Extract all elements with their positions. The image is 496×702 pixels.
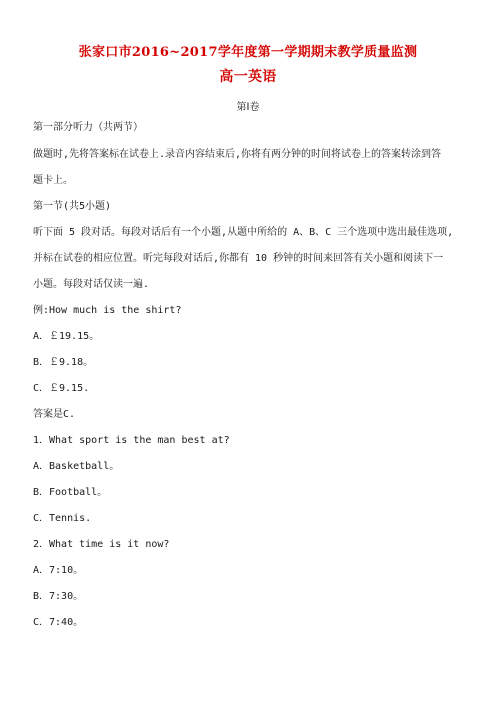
option-line: B．￡9.18。 — [33, 357, 94, 368]
option-line: A．7:10。 — [33, 565, 84, 576]
exam-title: 张家口市2016~2017学年度第一学期期末教学质量监测 — [78, 45, 418, 60]
option-line: A．Basketball。 — [33, 461, 120, 472]
instruction-line: 小题。每段对话仅读一遍. — [33, 279, 150, 290]
option-line: C．7:40。 — [33, 617, 84, 628]
option-line: B．Football。 — [33, 487, 108, 498]
option-line: A．￡19.15。 — [33, 331, 100, 342]
option-line: B．7:30。 — [33, 591, 84, 602]
example-question: 例:How much is the shirt? — [33, 305, 182, 316]
instruction-line: 题卡上。 — [33, 175, 73, 186]
option-line: C．Tennis. — [33, 513, 92, 524]
instruction-line: 听下面 5 段对话。每段对话后有一个小题,从题中所给的 A、B、C 三个选项中选出最佳选项, — [33, 227, 454, 238]
exam-subtitle: 高一英语 — [219, 69, 277, 85]
answer-line: 答案是C. — [33, 409, 76, 420]
section-heading: 第一节(共5小题) — [33, 201, 112, 212]
instruction-line: 并标在试卷的相应位置。听完每段对话后,你都有 10 秒钟的时间来回答有关小题和阅读下一 — [33, 253, 444, 264]
option-line: C．￡9.15. — [33, 383, 90, 394]
section-label: 第Ⅰ卷 — [236, 102, 260, 113]
part-heading: 第一部分听力（共两节） — [33, 122, 143, 133]
instruction-line: 做题时,先将答案标在试卷上.录音内容结束后,你将有两分钟的时间将试卷上的答案转涂到答 — [33, 149, 442, 160]
question-line: 2．What time is it now? — [33, 539, 170, 550]
question-line: 1．What sport is the man best at? — [33, 435, 230, 446]
